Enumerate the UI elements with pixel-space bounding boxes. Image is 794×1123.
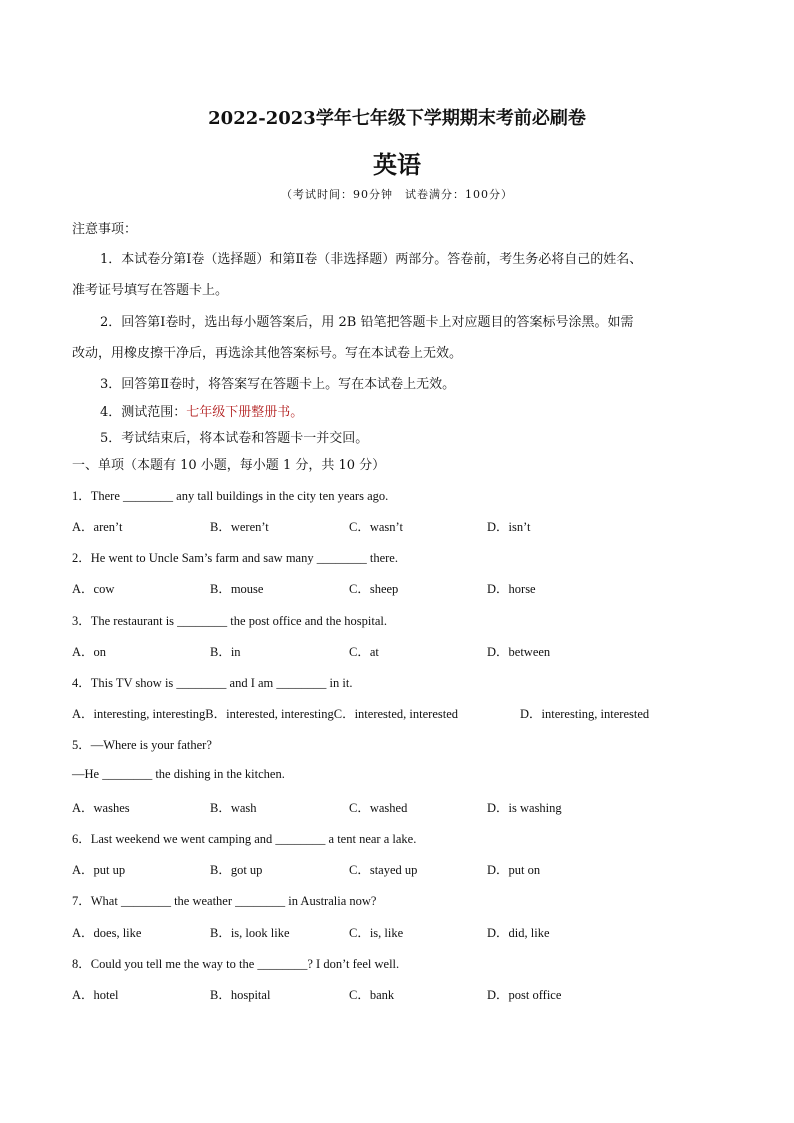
question-3-option-b[interactable]: B．in [210,645,241,659]
question-6-option-b[interactable]: B．got up [210,863,263,877]
question-5-stem-2: —He ________ the dishing in the kitchen. [72,767,285,781]
question-6-option-d[interactable]: D．put on [487,863,541,877]
question-7-option-b[interactable]: B．is, look like [210,926,290,940]
subject-title: 英语 [373,150,421,179]
question-5-option-b[interactable]: B．wash [210,801,257,815]
notice-heading: 注意事项： [72,222,138,237]
question-5-option-a[interactable]: A．washes [72,801,130,815]
question-8-option-b[interactable]: B．hospital [210,988,271,1002]
question-4-stem: 4．This TV show is ________ and I am ________ in it. [72,676,353,690]
question-4-option-d[interactable]: D．interesting, interested [520,707,650,721]
notice-item-1-line-2: 准考证号填写在答题卡上。 [72,283,229,298]
question-5-stem: 5．—Where is your father? [72,738,212,752]
question-7-stem: 7．What ________ the weather ________ in Australia now? [72,894,377,908]
question-2-option-c[interactable]: C．sheep [349,582,399,596]
question-2-stem: 2．He went to Uncle Sam’s farm and saw many ________ there. [72,551,398,565]
notice-item-5: 5．考试结束后，将本试卷和答题卡一并交回。 [100,431,369,446]
exam-info: （考试时间：90分钟 试卷满分：100分） [281,188,513,201]
question-2-option-a[interactable]: A．cow [72,582,115,596]
section-heading: 一、单项（本题有 10 小题，每小题 1 分，共 10 分） [72,458,386,473]
notice-item-2-line-2: 改动，用橡皮擦干净后，再选涂其他答案标号。写在本试卷上无效。 [72,346,463,361]
question-6-option-c[interactable]: C．stayed up [349,863,418,877]
question-2-option-b[interactable]: B．mouse [210,582,264,596]
question-8-option-d[interactable]: D．post office [487,988,562,1002]
exam-title: 2022-2023学年七年级下学期期末考前必刷卷 [208,108,586,129]
question-5-option-c[interactable]: C．washed [349,801,408,815]
question-1-stem: 1．There ________ any tall buildings in the city ten years ago. [72,489,389,503]
question-1-option-a[interactable]: A．aren’t [72,520,123,534]
question-1-option-c[interactable]: C．wasn’t [349,520,403,534]
question-3-option-a[interactable]: A．on [72,645,107,659]
question-5-option-d[interactable]: D．is washing [487,801,562,815]
question-7-option-c[interactable]: C．is, like [349,926,404,940]
question-3-stem: 3．The restaurant is ________ the post office and the hospital. [72,614,387,628]
question-1-option-b[interactable]: B．weren’t [210,520,269,534]
question-3-option-d[interactable]: D．between [487,645,551,659]
notice-item-4-range: 七年级下册整册书。 [186,405,304,420]
notice-item-4-prefix: 4．测试范围： [100,405,187,420]
notice-item-4 [100,401,303,420]
question-1-option-d[interactable]: D．isn’t [487,520,531,534]
question-7-option-a[interactable]: A．does, like [72,926,142,940]
question-2-option-d[interactable]: D．horse [487,582,536,596]
notice-item-1-line-1: 1．本试卷分第Ⅰ卷（选择题）和第Ⅱ卷（非选择题）两部分。答卷前，考生务必将自己的姓名、 [100,252,643,267]
question-8-stem: 8．Could you tell me the way to the ________? I don’t feel well. [72,957,400,971]
question-8-option-c[interactable]: C．bank [349,988,395,1002]
question-8-option-a[interactable]: A．hotel [72,988,119,1002]
notice-item-2-line-1: 2．回答第Ⅰ卷时，选出每小题答案后，用 2B 铅笔把答题卡上对应题目的答案标号涂黑。如需 [100,315,634,330]
notice-item-3: 3．回答第Ⅱ卷时，将答案写在答题卡上。写在本试卷上无效。 [100,377,456,392]
question-4-options-abc[interactable]: A．interesting, interestingB．interested, interestingC．interested, interested [72,707,459,721]
question-7-option-d[interactable]: D．did, like [487,926,550,940]
question-6-option-a[interactable]: A．put up [72,863,126,877]
question-6-stem: 6．Last weekend we went camping and ________ a tent near a lake. [72,832,417,846]
question-3-option-c[interactable]: C．at [349,645,379,659]
